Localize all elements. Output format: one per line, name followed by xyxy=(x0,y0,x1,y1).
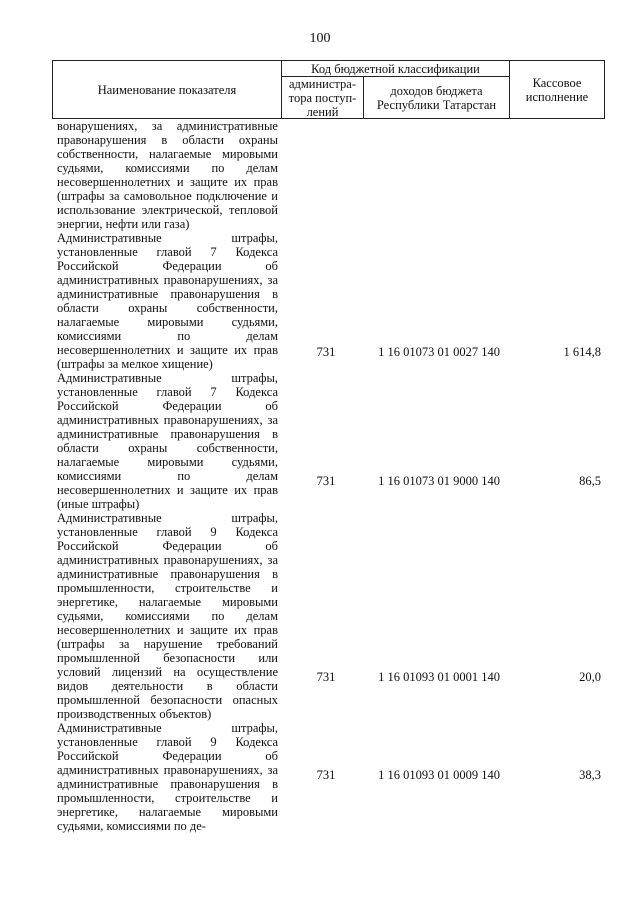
row-amount: 1 614,8 xyxy=(563,345,601,359)
header-admin-column: администра-тора поступ-лений xyxy=(281,76,364,119)
row-amount: 20,0 xyxy=(579,670,601,684)
indicator-descriptions xyxy=(57,119,278,833)
row-admin-code: 731 xyxy=(316,670,336,684)
page-number: 100 xyxy=(309,31,331,46)
row-admin-code: 731 xyxy=(316,768,336,782)
row-amount: 38,3 xyxy=(579,768,601,782)
header-code-group: Код бюджетной классификации xyxy=(281,60,510,77)
indicator-text: вонарушениях, за административные правонарушения в области охраны собственности, налагаемые мировыми судьями, комиссиями по делам несовершеннолетних и защите их прав (штрафы за самовольное подключение и использование электрической, тепловой энергии, нефти или газа) xyxy=(57,119,278,231)
row-admin-code: 731 xyxy=(316,345,336,359)
indicator-text: Административные штрафы, установленные главой 9 Кодекса Российской Федерации об административных правонарушениях, за административные правонарушения в промышленности, строительстве и энергетике, налагаемые мировыми судьями, комиссиями по де- xyxy=(57,721,278,833)
header-revenue-column: доходов бюджета Республики Татарстан xyxy=(363,76,510,119)
table-header xyxy=(52,60,605,119)
header-execution-column: Кассовое исполнение xyxy=(509,60,605,119)
row-budget-code: 1 16 01093 01 0009 140 xyxy=(378,768,500,782)
indicator-text: Административные штрафы, установленные главой 7 Кодекса Российской Федерации об административных правонарушениях, за административные правонарушения в области охраны собственности, налагаемые мировыми судьями, комиссиями по делам несовершеннолетних и защите их прав (иные штрафы) xyxy=(57,371,278,511)
header-name-column: Наименование показателя xyxy=(52,60,282,119)
row-amount: 86,5 xyxy=(579,474,601,488)
row-admin-code: 731 xyxy=(316,474,336,488)
indicator-text: Административные штрафы, установленные главой 9 Кодекса Российской Федерации об административных правонарушениях, за административные правонарушения в промышленности, строительстве и энергетике, налагаемые мировыми судьями, комиссиями по делам несовершеннолетних и защите их прав (штрафы за нарушение требований промышленной безопасности или условий лицензий на осуществление видов деятельности в области промышленной безопасности опасных производственных объектов) xyxy=(57,511,278,721)
row-budget-code: 1 16 01093 01 0001 140 xyxy=(378,670,500,684)
row-budget-code: 1 16 01073 01 9000 140 xyxy=(378,474,500,488)
row-budget-code: 1 16 01073 01 0027 140 xyxy=(378,345,500,359)
indicator-text: Административные штрафы, установленные главой 7 Кодекса Российской Федерации об административных правонарушениях, за административные правонарушения в области охраны собственности, налагаемые мировыми судьями, комиссиями по делам несовершеннолетних и защите их прав (штрафы за мелкое хищение) xyxy=(57,231,278,371)
